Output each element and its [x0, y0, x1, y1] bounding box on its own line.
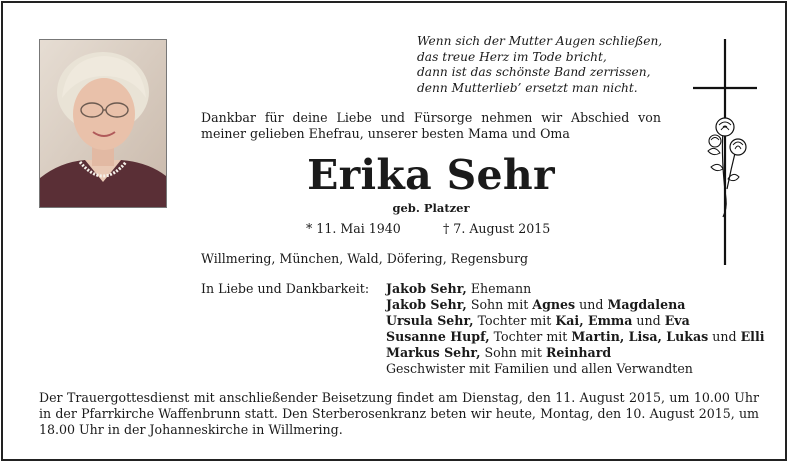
mourner-relation: Sohn mit	[466, 297, 533, 312]
mourner-name: Ursula Sehr,	[386, 313, 474, 328]
memorial-poem	[417, 34, 662, 96]
farewell-intro: Dankbar für deine Liebe und Fürsorge nehmen wir Abschied von meiner gelieben Ehefrau, unserer besten Mama und Oma	[201, 110, 661, 141]
mourner-name: Markus Sehr,	[386, 345, 481, 360]
mourner-name: Magdalena	[607, 297, 686, 312]
mourner-line	[386, 313, 765, 329]
mourner-name: Martin, Lisa, Lukas	[571, 329, 709, 344]
mourner-name: Jakob Sehr,	[386, 297, 467, 312]
death-date: † 7. August 2015	[443, 221, 551, 236]
mourner-relation: Tochter mit	[489, 329, 572, 344]
mourners-list	[386, 281, 765, 377]
mourner-relation: und	[575, 297, 608, 312]
mourner-name: Susanne Hupf,	[386, 329, 490, 344]
mourner-line	[386, 297, 765, 313]
mourner-line	[386, 361, 765, 377]
mourner-line	[386, 345, 765, 361]
mourner-relation: Tochter mit	[473, 313, 556, 328]
poem-line: Wenn sich der Mutter Augen schließen,	[417, 34, 663, 48]
poem-line: denn Mutterlieb’ ersetzt man nicht.	[417, 80, 638, 95]
service-announcement: Der Trauergottesdienst mit anschließender Beisetzung findet am Dienstag, den 11. August 2015, um 10.00 Uhr in der Pfarrkirche Waffenbrunn statt. Den Sterberosenkranz beten wir heute, Montag, den 10. August 2015, um 18.00 Uhr in der Johanneskirche in Willmering.	[39, 390, 759, 437]
birth-date: * 11. Mai 1940	[306, 221, 401, 236]
mourner-name: Agnes	[532, 297, 576, 312]
mourner-name: Jakob Sehr,	[386, 281, 467, 296]
mourner-relation: Sohn mit	[480, 345, 546, 360]
mourner-relation: und	[708, 329, 741, 344]
mourner-name: Elli	[740, 329, 765, 344]
mourner-name: Kai, Emma	[555, 313, 633, 328]
portrait-photo	[39, 39, 167, 208]
mourner-name: Reinhard	[545, 345, 612, 360]
deceased-name: Erika Sehr	[307, 151, 555, 199]
cross-with-rose-icon	[693, 39, 759, 265]
mourner-relation: Ehemann	[466, 281, 532, 296]
mourner-relation: und	[632, 313, 665, 328]
mourner-relation: Geschwister mit Familien und allen Verwandten	[386, 361, 693, 376]
places-list: Willmering, München, Wald, Döfering, Regensburg	[201, 251, 529, 266]
mourner-line	[386, 329, 765, 345]
obituary-notice	[1, 1, 787, 461]
poem-line: dann ist das schönste Band zerrissen,	[417, 65, 651, 79]
mourner-name: Eva	[664, 313, 690, 328]
portrait-image	[40, 40, 166, 207]
mourner-line	[386, 281, 765, 297]
poem-line: das treue Herz im Tode bricht,	[417, 49, 607, 64]
mourners-label: In Liebe und Dankbarkeit:	[201, 281, 370, 296]
maiden-name: geb. Platzer	[392, 201, 470, 215]
